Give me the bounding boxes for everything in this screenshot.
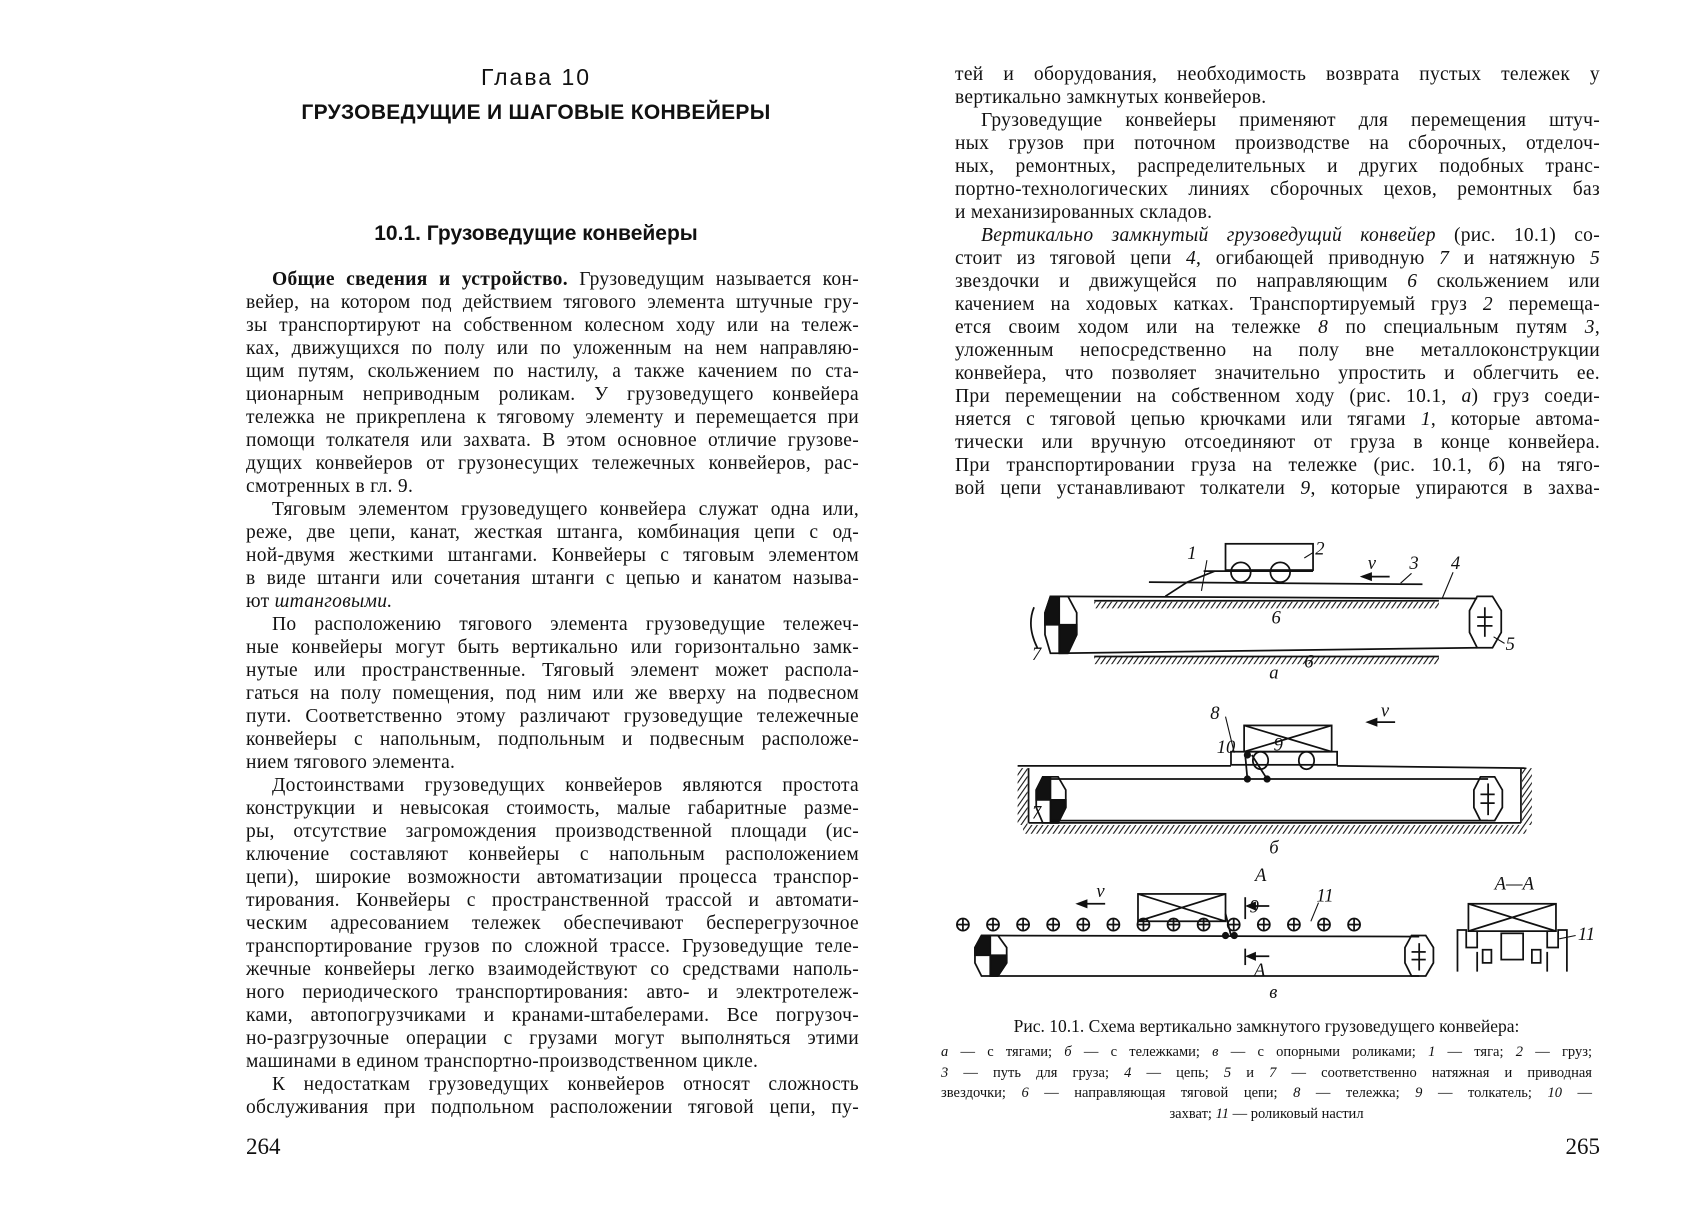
diagram-a xyxy=(1031,544,1501,664)
label-section-a: А xyxy=(1253,959,1266,981)
text-line: тирования. Конвейеры с пространственной трассой и автомати- xyxy=(246,890,859,911)
text-line: ками, автопогрузчиками и кранами-штабелерами. Все погрузоч- xyxy=(246,1005,859,1026)
label-4: 4 xyxy=(1450,552,1461,574)
text-line: качением на ходовых катках. Транспортируемый груз 2 перемеща- xyxy=(955,294,1601,315)
text-line: ется своим ходом или на тележке 8 по специальным путям 3, xyxy=(955,317,1600,338)
text-line: захват; 11 — роликовый настил xyxy=(1169,1105,1364,1122)
page-number-left: 264 xyxy=(246,1134,281,1159)
text-line: ные конвейеры могут быть вертикально или горизонтально замк- xyxy=(246,637,859,658)
text-line: обслуживания при подпольном расположении тяговой цепи, пу- xyxy=(246,1097,859,1118)
text-line: При перемещении на собственном ходу (рис. 10.1, а) груз соеди- xyxy=(955,386,1600,407)
text-line: ного периодического транспортирования: авто- и электротележ- xyxy=(246,982,859,1003)
text-line: ключение составляют конвейеры с напольным расположением xyxy=(246,844,859,865)
subfigure-label-a: а xyxy=(1269,662,1279,684)
label-section-a: А xyxy=(1255,864,1267,886)
text-line: Вертикально замкнутый грузоведущий конвейер (рис. 10.1) со- xyxy=(981,225,1600,246)
label-6: 6 xyxy=(1304,651,1314,673)
text-line: конвейера, что позволяет значительно упростить и облегчить ее. xyxy=(955,363,1600,384)
roller-icon xyxy=(1017,918,1029,931)
label-8: 8 xyxy=(1210,702,1220,724)
label-6: 6 xyxy=(1271,607,1281,629)
text-line: тически или вручную отсоединяют от груза в конце конвейера. xyxy=(955,432,1600,453)
roller-icon xyxy=(987,918,999,931)
label-v: v xyxy=(1367,552,1377,574)
text-line: стоит из тяговой цепи 4, огибающей приводную 7 и натяжную 5 xyxy=(955,248,1600,269)
subfigure-label-c: в xyxy=(1269,981,1278,1003)
label-11: 11 xyxy=(1577,923,1596,945)
text-line: При транспортировании груза на тележке (рис. 10.1, б) на тяго- xyxy=(955,455,1600,476)
label-v: v xyxy=(1096,881,1105,903)
text-line: гаться на полу помещения, под ним или же вверху на подвесном xyxy=(246,683,859,704)
text-line: ных грузов при поточном производстве на сборочных, отделоч- xyxy=(955,133,1600,154)
label-7: 7 xyxy=(1031,643,1042,665)
roller-icon xyxy=(1198,918,1210,931)
text-line: Общие сведения и устройство. Грузоведущим называется кон- xyxy=(272,269,859,290)
text-line: ционарным неприводным роликам. У грузоведущего конвейера xyxy=(246,384,859,405)
text-line: звездочки; 6 — направляющая тяговой цепи; 8 — тележка; 9 — толкатель; 10 — xyxy=(941,1085,1592,1101)
text-line: и механизированных складов. xyxy=(955,202,1213,223)
text-line: в виде штанги или сочетания штанги с цепью и канатом называ- xyxy=(246,568,859,589)
text-line: ры, отсутствие загромождения производственной площади (ис- xyxy=(246,821,859,842)
subfigure-label-b: б xyxy=(1269,837,1279,859)
section-a-a xyxy=(1457,904,1566,972)
text-line: вой цепи устанавливают толкатели 9, которые упираются в захва- xyxy=(955,478,1600,499)
text-line: ках, движущихся по полу или по уложенным на нем направляю- xyxy=(246,338,859,359)
text-line: нием тягового элемента. xyxy=(246,752,456,773)
text-line: По расположению тягового элемента грузоведущие тележеч- xyxy=(272,614,859,635)
text-line: дущих конвейеров от грузонесущих тележечных конвейеров, рас- xyxy=(246,453,859,474)
roller-icon xyxy=(1318,918,1330,931)
roller-icon xyxy=(1077,918,1089,931)
text-line: вертикально замкнутых конвейеров. xyxy=(955,87,1267,108)
text-line: К недостаткам грузоведущих конвейеров относят сложность xyxy=(272,1074,859,1095)
label-10: 10 xyxy=(1216,736,1236,758)
text-line: тележка не прикреплена к тяговому элементу и перемещается при xyxy=(246,407,859,428)
label-11: 11 xyxy=(1316,885,1334,907)
text-line: конструкции и невысокая стоимость, малые габаритные разме- xyxy=(246,798,859,819)
text-line: цепи), широкие возможности автоматизации процесса транспор- xyxy=(246,867,859,888)
text-line: смотренных в гл. 9. xyxy=(246,476,414,497)
label-9: 9 xyxy=(1273,734,1283,756)
text-line: но-разгрузочные операции с грузами могут выполняться этими xyxy=(246,1028,859,1049)
section-title: 10.1. Грузоведущие конвейеры xyxy=(374,222,698,245)
text-line: реже, две цепи, канат, жесткая штанга, комбинация цепи с од- xyxy=(246,522,859,543)
figure-caption-legend xyxy=(941,1042,1592,1124)
text-line: щим путям, скольжением по настилу, а также качением по ста- xyxy=(246,361,859,382)
label-5: 5 xyxy=(1505,633,1515,655)
label-v: v xyxy=(1380,700,1390,722)
roller-icon xyxy=(1258,918,1270,931)
text-line: портно-технологических линиях сборочных цехов, ремонтных баз xyxy=(955,179,1600,200)
text-line: вейер, на котором под действием тягового элемента штучные гру- xyxy=(246,292,859,313)
text-line: помощи толкателя или захвата. В этом основное отличие грузове- xyxy=(246,430,859,451)
label-1: 1 xyxy=(1187,543,1197,565)
text-line: ческим адресованием тележек обеспечивают бесперегрузочное xyxy=(246,913,859,934)
roller-icon xyxy=(957,918,969,931)
page-number-right: 265 xyxy=(1565,1134,1600,1159)
text-line: уложенным непосредственно на полу вне металлоконструкции xyxy=(955,340,1600,361)
figure-caption-title: Рис. 10.1. Схема вертикально замкнутого грузоведущего конвейера: xyxy=(1013,1016,1520,1036)
roller-icon xyxy=(1168,918,1180,931)
label-7: 7 xyxy=(1031,802,1042,824)
roller-row xyxy=(957,918,1360,931)
text-line: нутые или пространственные. Тяговый элемент может распола- xyxy=(246,660,859,681)
text-line: а — с тягами; б — с тележками; в — с опорными роликами; 1 — тяга; 2 — груз; xyxy=(941,1044,1592,1060)
text-line: ют штанговыми. xyxy=(246,591,393,612)
text-line: ных, ремонтных, распределительных и других подобных транс- xyxy=(955,156,1600,177)
chapter-title: ГРУЗОВЕДУЩИЕ И ШАГОВЫЕ КОНВЕЙЕРЫ xyxy=(301,101,771,124)
text-line: Достоинствами грузоведущих конвейеров являются простота xyxy=(272,775,859,796)
roller-icon xyxy=(1288,918,1300,931)
chapter-number: Глава 10 xyxy=(480,64,592,90)
text-line: конвейеры с напольным, подпольным и подвесным расположе- xyxy=(246,729,859,750)
label-3: 3 xyxy=(1409,552,1419,574)
text-line: жечные конвейеры легко взаимодействуют со средствами наполь- xyxy=(246,959,859,980)
label-9: 9 xyxy=(1249,896,1259,918)
text-line: няется с тяговой цепью крючками или тягами 1, которые автома- xyxy=(955,409,1600,430)
roller-icon xyxy=(1047,918,1059,931)
label-2: 2 xyxy=(1315,538,1325,560)
text-line: зы транспортируют на собственном колесном ходу или на тележ- xyxy=(246,315,859,336)
text-line: тей и оборудования, необходимость возврата пустых тележек у xyxy=(955,64,1600,85)
roller-icon xyxy=(1348,918,1360,931)
label-section-a-a: А—А xyxy=(1494,873,1534,895)
text-line: машинами в едином транспортно-производственном цикле. xyxy=(246,1051,759,1072)
text-line: ной-двумя жесткими штангами. Конвейеры с тяговым элементом xyxy=(246,545,859,566)
text-line: Грузоведущие конвейеры применяют для перемещения штуч- xyxy=(981,110,1600,131)
text-line: 3 — путь для груза; 4 — цепь; 5 и 7 — соответственно натяжная и приводная xyxy=(941,1064,1592,1081)
text-line: транспортирование грузов по сложной трассе. Грузоведущие теле- xyxy=(246,936,859,957)
text-line: Тяговым элементом грузоведущего конвейера служат одна или, xyxy=(272,499,859,520)
text-line: звездочки и движущейся по направляющим 6 скольжением или xyxy=(955,271,1600,292)
text-line: пути. Соответственно этому различают грузоведущие тележечные xyxy=(246,706,859,727)
roller-icon xyxy=(1107,918,1119,931)
